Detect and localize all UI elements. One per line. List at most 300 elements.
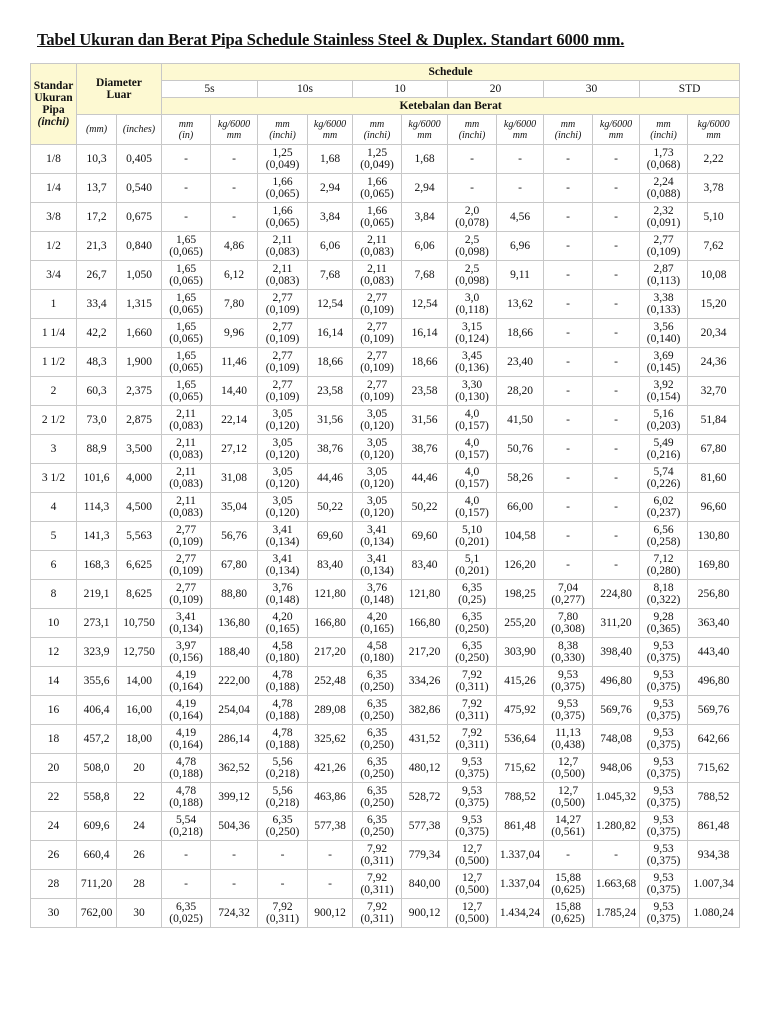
outer-diameter-mm-cell: 33,4 — [77, 290, 117, 319]
thickness-cell: 6,35 (0,250) — [353, 812, 402, 841]
thickness-cell: 9,53 (0,375) — [640, 783, 688, 812]
outer-diameter-mm-cell: 10,3 — [77, 145, 117, 174]
weight-cell: 286,14 — [211, 725, 258, 754]
thickness-cell: 2,77 (0,109) — [258, 348, 308, 377]
weight-cell: 4,86 — [211, 232, 258, 261]
weight-cell: 6,12 — [211, 261, 258, 290]
header-weight-unit: kg/6000 mm — [402, 115, 448, 145]
thickness-cell: - — [162, 841, 211, 870]
thickness-cell: 6,35 (0,250) — [353, 667, 402, 696]
outer-diameter-inch-cell: 28 — [117, 870, 162, 899]
weight-cell: 56,76 — [211, 522, 258, 551]
thickness-cell: 2,77 (0,109) — [162, 522, 211, 551]
pipe-size-cell: 1 1/2 — [31, 348, 77, 377]
thickness-cell: - — [162, 203, 211, 232]
outer-diameter-mm-cell: 660,4 — [77, 841, 117, 870]
weight-cell: 311,20 — [593, 609, 640, 638]
thickness-cell: 1,66 (0,065) — [258, 203, 308, 232]
thickness-cell: 3,41 (0,134) — [353, 551, 402, 580]
weight-cell: 1.434,24 — [497, 899, 544, 928]
thickness-cell: 3,05 (0,120) — [353, 493, 402, 522]
header-thickness-unit: mm (in) — [162, 115, 211, 145]
header-unit-inches: (inches) — [117, 115, 162, 145]
outer-diameter-mm-cell: 323,9 — [77, 638, 117, 667]
thickness-cell: 1,66 (0,065) — [353, 174, 402, 203]
weight-cell: 303,90 — [497, 638, 544, 667]
table-body — [31, 145, 740, 928]
thickness-cell: 7,92 (0,311) — [353, 870, 402, 899]
outer-diameter-mm-cell: 219,1 — [77, 580, 117, 609]
weight-cell: 496,80 — [593, 667, 640, 696]
thickness-cell: 2,32 (0,091) — [640, 203, 688, 232]
weight-cell: 20,34 — [688, 319, 740, 348]
table-row — [31, 725, 740, 754]
thickness-cell: 12,7 (0,500) — [448, 899, 497, 928]
weight-cell: - — [211, 203, 258, 232]
pipe-size-cell: 2 — [31, 377, 77, 406]
thickness-cell: 9,53 (0,375) — [448, 812, 497, 841]
outer-diameter-mm-cell: 88,9 — [77, 435, 117, 464]
thickness-cell: 2,11 (0,083) — [162, 435, 211, 464]
table-row — [31, 841, 740, 870]
outer-diameter-inch-cell: 26 — [117, 841, 162, 870]
outer-diameter-inch-cell: 6,625 — [117, 551, 162, 580]
outer-diameter-mm-cell: 42,2 — [77, 319, 117, 348]
thickness-cell: 3,41 (0,134) — [162, 609, 211, 638]
thickness-cell: 3,45 (0,136) — [448, 348, 497, 377]
table-row — [31, 377, 740, 406]
weight-cell: 1.785,24 — [593, 899, 640, 928]
table-row — [31, 754, 740, 783]
weight-cell: 136,80 — [211, 609, 258, 638]
thickness-cell: 12,7 (0,500) — [448, 870, 497, 899]
weight-cell: 431,52 — [402, 725, 448, 754]
weight-cell: 16,14 — [308, 319, 353, 348]
thickness-cell: 6,35 (0,250) — [448, 638, 497, 667]
weight-cell: - — [593, 551, 640, 580]
weight-cell: - — [593, 841, 640, 870]
thickness-cell: 2,77 (0,109) — [162, 551, 211, 580]
header-weight-unit: kg/6000 mm — [497, 115, 544, 145]
pipe-size-cell: 22 — [31, 783, 77, 812]
weight-cell: 51,84 — [688, 406, 740, 435]
thickness-cell: - — [544, 435, 593, 464]
weight-cell: 12,54 — [308, 290, 353, 319]
thickness-cell: 4,0 (0,157) — [448, 464, 497, 493]
weight-cell: 69,60 — [308, 522, 353, 551]
pipe-size-cell: 2 1/2 — [31, 406, 77, 435]
thickness-cell: 3,05 (0,120) — [258, 493, 308, 522]
thickness-cell: 1,65 (0,065) — [162, 232, 211, 261]
outer-diameter-inch-cell: 22 — [117, 783, 162, 812]
thickness-cell: 5,56 (0,218) — [258, 754, 308, 783]
thickness-cell: 2,87 (0,113) — [640, 261, 688, 290]
thickness-cell: 7,04 (0,277) — [544, 580, 593, 609]
thickness-cell: 2,11 (0,083) — [162, 493, 211, 522]
thickness-cell: 7,92 (0,311) — [258, 899, 308, 928]
outer-diameter-inch-cell: 2,375 — [117, 377, 162, 406]
weight-cell: 569,76 — [593, 696, 640, 725]
weight-cell: 334,26 — [402, 667, 448, 696]
weight-cell: 50,76 — [497, 435, 544, 464]
pipe-size-cell: 3/8 — [31, 203, 77, 232]
outer-diameter-inch-cell: 0,675 — [117, 203, 162, 232]
outer-diameter-mm-cell: 73,0 — [77, 406, 117, 435]
weight-cell: 399,12 — [211, 783, 258, 812]
weight-cell: - — [593, 522, 640, 551]
weight-cell: 1,68 — [308, 145, 353, 174]
table-row — [31, 638, 740, 667]
weight-cell: 255,20 — [497, 609, 544, 638]
thickness-cell: 1,65 (0,065) — [162, 348, 211, 377]
outer-diameter-mm-cell: 141,3 — [77, 522, 117, 551]
thickness-cell: 6,35 (0,250) — [448, 609, 497, 638]
weight-cell: 948,06 — [593, 754, 640, 783]
thickness-cell: 4,78 (0,188) — [258, 667, 308, 696]
outer-diameter-mm-cell: 48,3 — [77, 348, 117, 377]
weight-cell: 2,94 — [308, 174, 353, 203]
thickness-cell: 4,58 (0,180) — [258, 638, 308, 667]
thickness-cell: 9,53 (0,375) — [640, 812, 688, 841]
weight-cell: 50,22 — [402, 493, 448, 522]
thickness-cell: 1,66 (0,065) — [353, 203, 402, 232]
thickness-cell: - — [544, 522, 593, 551]
weight-cell: 130,80 — [688, 522, 740, 551]
weight-cell: 18,66 — [497, 319, 544, 348]
thickness-cell: 1,65 (0,065) — [162, 377, 211, 406]
weight-cell: 1.080,24 — [688, 899, 740, 928]
weight-cell: - — [211, 870, 258, 899]
header-weight-unit: kg/6000 mm — [688, 115, 740, 145]
thickness-cell: - — [544, 377, 593, 406]
pipe-size-cell: 30 — [31, 899, 77, 928]
thickness-cell: 4,19 (0,164) — [162, 667, 211, 696]
weight-cell: 83,40 — [308, 551, 353, 580]
weight-cell: 577,38 — [402, 812, 448, 841]
header-thickness-unit: mm (inchi) — [448, 115, 497, 145]
thickness-cell: 3,05 (0,120) — [258, 435, 308, 464]
outer-diameter-mm-cell: 26,7 — [77, 261, 117, 290]
outer-diameter-mm-cell: 457,2 — [77, 725, 117, 754]
weight-cell: 67,80 — [688, 435, 740, 464]
weight-cell: 715,62 — [497, 754, 544, 783]
weight-cell: - — [497, 145, 544, 174]
thickness-cell: 2,24 (0,088) — [640, 174, 688, 203]
weight-cell: 443,40 — [688, 638, 740, 667]
weight-cell: 121,80 — [402, 580, 448, 609]
weight-cell: 224,80 — [593, 580, 640, 609]
thickness-cell: 2,77 (0,109) — [353, 348, 402, 377]
weight-cell: 577,38 — [308, 812, 353, 841]
thickness-cell: 3,05 (0,120) — [258, 406, 308, 435]
weight-cell: - — [593, 377, 640, 406]
thickness-cell: 4,0 (0,157) — [448, 493, 497, 522]
weight-cell: - — [593, 493, 640, 522]
table-row — [31, 609, 740, 638]
table-row — [31, 203, 740, 232]
weight-cell: 569,76 — [688, 696, 740, 725]
thickness-cell: 9,53 (0,375) — [640, 638, 688, 667]
weight-cell: - — [593, 435, 640, 464]
outer-diameter-inch-cell: 1,050 — [117, 261, 162, 290]
thickness-cell: 5,16 (0,203) — [640, 406, 688, 435]
outer-diameter-mm-cell: 114,3 — [77, 493, 117, 522]
outer-diameter-inch-cell: 1,315 — [117, 290, 162, 319]
thickness-cell: 11,13 (0,438) — [544, 725, 593, 754]
weight-cell: 14,40 — [211, 377, 258, 406]
thickness-cell: 5,49 (0,216) — [640, 435, 688, 464]
header-standar: Standar Ukuran Pipa (inchi) — [31, 64, 77, 145]
table-row — [31, 551, 740, 580]
pipe-size-cell: 8 — [31, 580, 77, 609]
weight-cell: 861,48 — [688, 812, 740, 841]
weight-cell: 7,68 — [402, 261, 448, 290]
weight-cell: 126,20 — [497, 551, 544, 580]
thickness-cell: 3,05 (0,120) — [353, 464, 402, 493]
weight-cell: 69,60 — [402, 522, 448, 551]
header-ketebalan: Ketebalan dan Berat — [162, 98, 740, 115]
thickness-cell: 14,27 (0,561) — [544, 812, 593, 841]
thickness-cell: 3,41 (0,134) — [353, 522, 402, 551]
weight-cell: - — [593, 261, 640, 290]
weight-cell: 188,40 — [211, 638, 258, 667]
thickness-cell: - — [544, 406, 593, 435]
thickness-cell: 9,53 (0,375) — [448, 754, 497, 783]
weight-cell: 1.007,34 — [688, 870, 740, 899]
weight-cell: 1.337,04 — [497, 841, 544, 870]
thickness-cell: 2,5 (0,098) — [448, 261, 497, 290]
weight-cell: 166,80 — [402, 609, 448, 638]
pipe-schedule-table — [30, 63, 740, 928]
weight-cell: 5,10 — [688, 203, 740, 232]
outer-diameter-inch-cell: 3,500 — [117, 435, 162, 464]
thickness-cell: 3,15 (0,124) — [448, 319, 497, 348]
table-row — [31, 783, 740, 812]
pipe-size-cell: 1/4 — [31, 174, 77, 203]
weight-cell: 475,92 — [497, 696, 544, 725]
weight-cell: 50,22 — [308, 493, 353, 522]
thickness-cell: - — [544, 493, 593, 522]
thickness-cell: 4,20 (0,165) — [258, 609, 308, 638]
weight-cell: 23,58 — [402, 377, 448, 406]
thickness-cell: 2,77 (0,109) — [640, 232, 688, 261]
thickness-cell: 8,38 (0,330) — [544, 638, 593, 667]
weight-cell: 779,34 — [402, 841, 448, 870]
outer-diameter-mm-cell: 17,2 — [77, 203, 117, 232]
weight-cell: 788,52 — [688, 783, 740, 812]
weight-cell: 16,14 — [402, 319, 448, 348]
thickness-cell: 3,41 (0,134) — [258, 522, 308, 551]
outer-diameter-mm-cell: 168,3 — [77, 551, 117, 580]
weight-cell: 24,36 — [688, 348, 740, 377]
header-weight-unit: kg/6000 mm — [308, 115, 353, 145]
weight-cell: 363,40 — [688, 609, 740, 638]
weight-cell: 18,66 — [402, 348, 448, 377]
thickness-cell: - — [544, 174, 593, 203]
weight-cell: 3,78 — [688, 174, 740, 203]
weight-cell: 38,76 — [308, 435, 353, 464]
outer-diameter-inch-cell: 0,840 — [117, 232, 162, 261]
thickness-cell: 9,53 (0,375) — [544, 667, 593, 696]
header-weight-unit: kg/6000 mm — [593, 115, 640, 145]
header-schedule-30: 30 — [544, 81, 640, 98]
weight-cell: 10,08 — [688, 261, 740, 290]
thickness-cell: 12,7 (0,500) — [544, 754, 593, 783]
weight-cell: 169,80 — [688, 551, 740, 580]
thickness-cell: 2,11 (0,083) — [162, 406, 211, 435]
weight-cell: - — [593, 464, 640, 493]
weight-cell: 32,70 — [688, 377, 740, 406]
weight-cell: 463,86 — [308, 783, 353, 812]
thickness-cell: 4,58 (0,180) — [353, 638, 402, 667]
thickness-cell: 3,41 (0,134) — [258, 551, 308, 580]
thickness-cell: 3,05 (0,120) — [353, 435, 402, 464]
weight-cell: 1.337,04 — [497, 870, 544, 899]
thickness-cell: 7,92 (0,311) — [448, 667, 497, 696]
weight-cell: 23,58 — [308, 377, 353, 406]
thickness-cell: 3,76 (0,148) — [353, 580, 402, 609]
pipe-size-cell: 24 — [31, 812, 77, 841]
thickness-cell: 3,05 (0,120) — [353, 406, 402, 435]
weight-cell: 289,08 — [308, 696, 353, 725]
thickness-cell: 4,78 (0,188) — [258, 696, 308, 725]
thickness-cell: 4,19 (0,164) — [162, 725, 211, 754]
thickness-cell: 7,92 (0,311) — [448, 725, 497, 754]
outer-diameter-inch-cell: 0,540 — [117, 174, 162, 203]
weight-cell: 398,40 — [593, 638, 640, 667]
thickness-cell: 7,92 (0,311) — [353, 899, 402, 928]
weight-cell: 44,46 — [402, 464, 448, 493]
thickness-cell: 15,88 (0,625) — [544, 870, 593, 899]
thickness-cell: 4,78 (0,188) — [162, 783, 211, 812]
weight-cell: 3,84 — [308, 203, 353, 232]
thickness-cell: 6,35 (0,250) — [353, 783, 402, 812]
weight-cell: 1.045,32 — [593, 783, 640, 812]
thickness-cell: 1,65 (0,065) — [162, 290, 211, 319]
weight-cell: - — [593, 174, 640, 203]
weight-cell: - — [211, 841, 258, 870]
outer-diameter-mm-cell: 60,3 — [77, 377, 117, 406]
pipe-size-cell: 1/2 — [31, 232, 77, 261]
weight-cell: 67,80 — [211, 551, 258, 580]
thickness-cell: - — [544, 464, 593, 493]
weight-cell: 41,50 — [497, 406, 544, 435]
thickness-cell: 12,7 (0,500) — [448, 841, 497, 870]
weight-cell: 536,64 — [497, 725, 544, 754]
thickness-cell: 5,1 (0,201) — [448, 551, 497, 580]
thickness-cell: 3,05 (0,120) — [258, 464, 308, 493]
table-row — [31, 580, 740, 609]
outer-diameter-inch-cell: 14,00 — [117, 667, 162, 696]
outer-diameter-mm-cell: 558,8 — [77, 783, 117, 812]
thickness-cell: 7,92 (0,311) — [353, 841, 402, 870]
thickness-cell: 3,69 (0,145) — [640, 348, 688, 377]
outer-diameter-mm-cell: 406,4 — [77, 696, 117, 725]
thickness-cell: 1,73 (0,068) — [640, 145, 688, 174]
weight-cell: 724,32 — [211, 899, 258, 928]
weight-cell: 11,46 — [211, 348, 258, 377]
thickness-cell: 2,77 (0,109) — [353, 290, 402, 319]
weight-cell: 18,66 — [308, 348, 353, 377]
pipe-size-cell: 3 1/2 — [31, 464, 77, 493]
weight-cell: 252,48 — [308, 667, 353, 696]
weight-cell: 861,48 — [497, 812, 544, 841]
thickness-cell: 9,53 (0,375) — [544, 696, 593, 725]
header-unit-mm: (mm) — [77, 115, 117, 145]
pipe-size-cell: 10 — [31, 609, 77, 638]
weight-cell: 7,80 — [211, 290, 258, 319]
outer-diameter-inch-cell: 2,875 — [117, 406, 162, 435]
pipe-size-cell: 14 — [31, 667, 77, 696]
weight-cell: - — [593, 290, 640, 319]
thickness-cell: 1,65 (0,065) — [162, 261, 211, 290]
thickness-cell: 9,28 (0,365) — [640, 609, 688, 638]
thickness-cell: - — [544, 841, 593, 870]
weight-cell: 496,80 — [688, 667, 740, 696]
outer-diameter-mm-cell: 355,6 — [77, 667, 117, 696]
pipe-size-cell: 6 — [31, 551, 77, 580]
outer-diameter-mm-cell: 711,20 — [77, 870, 117, 899]
weight-cell: 3,84 — [402, 203, 448, 232]
thickness-cell: 2,11 (0,083) — [258, 261, 308, 290]
weight-cell: 715,62 — [688, 754, 740, 783]
outer-diameter-inch-cell: 20 — [117, 754, 162, 783]
thickness-cell: 5,10 (0,201) — [448, 522, 497, 551]
weight-cell: - — [308, 841, 353, 870]
thickness-cell: 4,78 (0,188) — [258, 725, 308, 754]
weight-cell: 12,54 — [402, 290, 448, 319]
pipe-size-cell: 28 — [31, 870, 77, 899]
pipe-size-cell: 1/8 — [31, 145, 77, 174]
thickness-cell: 5,74 (0,226) — [640, 464, 688, 493]
thickness-cell: 9,53 (0,375) — [640, 870, 688, 899]
thickness-cell: - — [544, 348, 593, 377]
weight-cell: 166,80 — [308, 609, 353, 638]
weight-cell: 1,68 — [402, 145, 448, 174]
thickness-cell: 2,5 (0,098) — [448, 232, 497, 261]
thickness-cell: 1,66 (0,065) — [258, 174, 308, 203]
pipe-size-cell: 3 — [31, 435, 77, 464]
weight-cell: 83,40 — [402, 551, 448, 580]
table-row — [31, 435, 740, 464]
table-row — [31, 145, 740, 174]
outer-diameter-inch-cell: 1,900 — [117, 348, 162, 377]
pipe-size-cell: 4 — [31, 493, 77, 522]
weight-cell: 28,20 — [497, 377, 544, 406]
outer-diameter-inch-cell: 4,500 — [117, 493, 162, 522]
weight-cell: 254,04 — [211, 696, 258, 725]
thickness-cell: - — [544, 551, 593, 580]
thickness-cell: 3,0 (0,118) — [448, 290, 497, 319]
thickness-cell: 7,12 (0,280) — [640, 551, 688, 580]
weight-cell: - — [593, 406, 640, 435]
weight-cell: 415,26 — [497, 667, 544, 696]
thickness-cell: 2,11 (0,083) — [353, 261, 402, 290]
weight-cell: 325,62 — [308, 725, 353, 754]
weight-cell: 66,00 — [497, 493, 544, 522]
weight-cell: 9,96 — [211, 319, 258, 348]
weight-cell: 104,58 — [497, 522, 544, 551]
weight-cell: 88,80 — [211, 580, 258, 609]
thickness-cell: - — [258, 870, 308, 899]
thickness-cell: 2,77 (0,109) — [353, 319, 402, 348]
thickness-cell: 3,30 (0,130) — [448, 377, 497, 406]
outer-diameter-inch-cell: 1,660 — [117, 319, 162, 348]
outer-diameter-mm-cell: 762,00 — [77, 899, 117, 928]
thickness-cell: 2,77 (0,109) — [258, 377, 308, 406]
thickness-cell: 4,78 (0,188) — [162, 754, 211, 783]
header-thickness-unit: mm (inchi) — [353, 115, 402, 145]
